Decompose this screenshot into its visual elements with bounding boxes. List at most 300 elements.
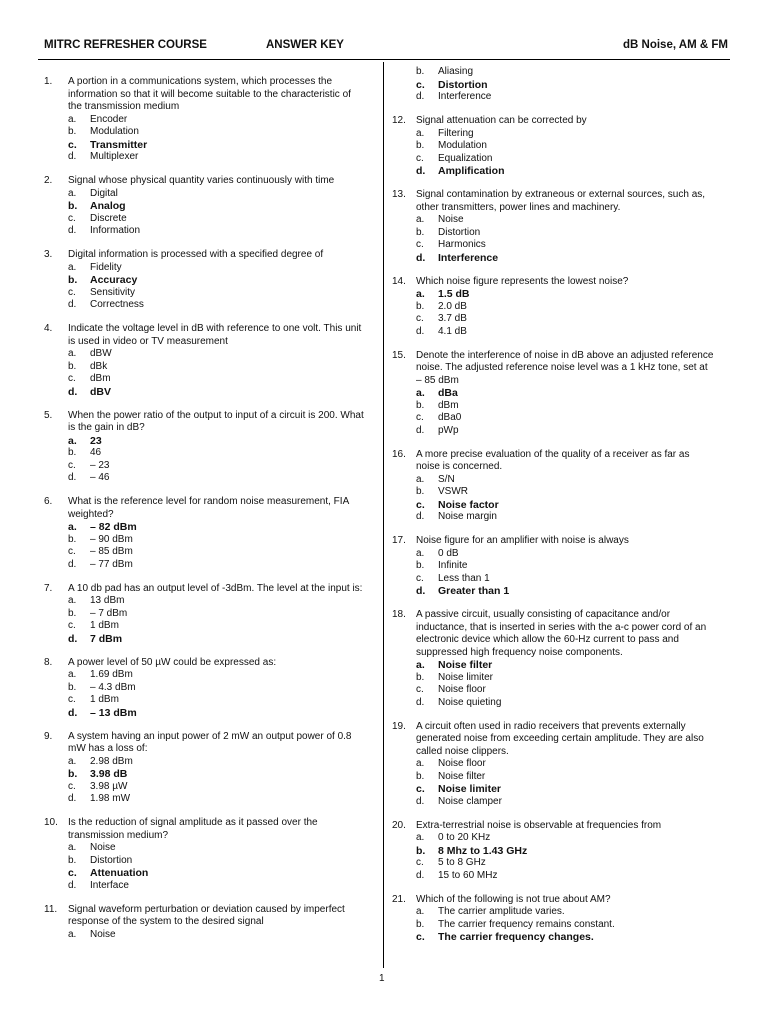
- question-text: What is the reference level for random noise measurement, FIA weighted?: [68, 496, 349, 520]
- option: [392, 672, 714, 685]
- option-letter: c.: [68, 620, 76, 631]
- option-letter: d.: [68, 472, 77, 483]
- option-text: 5 to 8 GHz: [438, 857, 486, 868]
- option-letter: c.: [68, 138, 77, 151]
- option-letter: b.: [68, 681, 77, 693]
- option-text: 2.0 dB: [438, 300, 467, 312]
- option-letter: d.: [68, 632, 78, 645]
- option-letter: c.: [68, 867, 77, 879]
- answer-option: [392, 499, 714, 512]
- option-text: Noise filter: [438, 770, 486, 782]
- question-text: A system having an input power of 2 mW an output power of 0.8 mW has a loss of:: [68, 730, 352, 754]
- question-text: Denote the interference of noise in dB above an adjusted reference noise. The adjusted reference noise level was a 1 kHz tone, set at – 85 dBm: [416, 349, 714, 386]
- question-item: [392, 350, 714, 438]
- option: [392, 758, 714, 771]
- option: [44, 608, 364, 621]
- option: [392, 857, 714, 870]
- answer-option: [44, 139, 364, 152]
- option: [392, 474, 714, 487]
- question-item: [392, 189, 714, 264]
- option: [44, 472, 364, 485]
- option: [392, 91, 714, 104]
- question-stem: [44, 76, 364, 114]
- question-number: 12.: [392, 115, 406, 126]
- right-column: [392, 66, 714, 955]
- option-letter: c.: [416, 684, 424, 695]
- option-letter: c.: [68, 286, 76, 298]
- option-letter: b.: [416, 671, 425, 683]
- option-letter: b.: [416, 770, 425, 782]
- option-letter: a.: [68, 348, 77, 359]
- option-letter: c.: [416, 313, 424, 324]
- option-text: Greater than 1: [438, 585, 510, 597]
- option-text: Accuracy: [90, 274, 138, 286]
- option-text: 23: [90, 434, 102, 447]
- option-text: Filtering: [438, 127, 474, 139]
- option: [44, 595, 364, 608]
- option-text: 13 dBm: [90, 595, 125, 606]
- option-text: Digital: [90, 187, 118, 199]
- answer-option: [392, 845, 714, 858]
- option-text: – 90 dBm: [90, 533, 133, 545]
- answer-option: [392, 659, 714, 672]
- option-letter: b.: [416, 399, 425, 411]
- option: [44, 669, 364, 682]
- option-letter: d.: [68, 706, 78, 719]
- option: [392, 697, 714, 710]
- option-letter: b.: [68, 607, 77, 619]
- question-item: [392, 820, 714, 883]
- option: [44, 262, 364, 275]
- option: [392, 870, 714, 883]
- option-letter: d.: [416, 869, 425, 881]
- option-text: Noise factor: [438, 498, 499, 511]
- option-text: Interface: [90, 879, 129, 891]
- option: [392, 214, 714, 227]
- option-text: The carrier frequency remains constant.: [438, 918, 615, 930]
- option: [44, 188, 364, 201]
- option-letter: b.: [416, 486, 425, 497]
- option-letter: a.: [416, 547, 425, 559]
- answer-option: [392, 79, 714, 92]
- option-letter: d.: [68, 225, 77, 236]
- option-letter: b.: [416, 844, 426, 857]
- option-text: VSWR: [438, 486, 468, 497]
- option-letter: b.: [416, 140, 425, 151]
- course-name: MITRC REFRESHER COURSE: [44, 39, 207, 51]
- question-number: 21.: [392, 893, 406, 905]
- question-stem: [392, 350, 714, 388]
- option: [44, 225, 364, 238]
- option-letter: a.: [416, 387, 425, 399]
- option-text: Noise filter: [438, 659, 493, 671]
- option-text: 15 to 60 MHz: [438, 869, 498, 881]
- question-item: [392, 609, 714, 709]
- option: [392, 511, 714, 524]
- option-text: Interference: [438, 91, 492, 102]
- question-text: Signal waveform perturbation or deviation caused by imperfect response of the system to the desired signal: [68, 903, 345, 927]
- option: [392, 906, 714, 919]
- option: [44, 793, 364, 806]
- option-letter: b.: [68, 768, 78, 780]
- option: [392, 486, 714, 499]
- option-letter: d.: [68, 793, 77, 804]
- option: [44, 348, 364, 361]
- option-text: – 7 dBm: [90, 607, 128, 619]
- option: [392, 128, 714, 141]
- option: [44, 151, 364, 164]
- question-number: 10.: [44, 817, 58, 828]
- option-text: Sensitivity: [90, 286, 136, 298]
- option-letter: d.: [416, 91, 425, 102]
- header-rule: [38, 59, 730, 60]
- option: [44, 855, 364, 868]
- question-item: [44, 657, 364, 720]
- question-number: 15.: [392, 349, 406, 361]
- option-letter: b.: [416, 226, 425, 238]
- option-letter: d.: [416, 424, 425, 436]
- option-text: Infinite: [438, 560, 468, 571]
- question-text: When the power ratio of the output to input of a circuit is 200. What is the gain in dB?: [68, 409, 364, 433]
- question-text: A more precise evaluation of the quality of a receiver as far as noise is concerned.: [416, 448, 690, 472]
- option: [44, 361, 364, 374]
- question-stem: [44, 817, 364, 842]
- option-letter: a.: [416, 288, 425, 300]
- option-text: 46: [90, 447, 102, 458]
- option-text: 2.98 dBm: [90, 755, 133, 767]
- option-text: Multiplexer: [90, 151, 139, 162]
- option-text: – 23: [90, 459, 110, 471]
- option-letter: b.: [68, 126, 77, 137]
- option-text: Modulation: [90, 126, 139, 137]
- answer-option: [44, 768, 364, 781]
- option: [392, 548, 714, 561]
- option-text: Noise: [90, 928, 116, 940]
- option-text: Correctness: [90, 299, 144, 310]
- option-letter: c.: [68, 459, 76, 471]
- option-text: Equalization: [438, 152, 493, 164]
- option-letter: c.: [416, 78, 425, 91]
- answer-option: [392, 931, 714, 944]
- question-item: [44, 817, 364, 892]
- option-letter: a.: [416, 832, 425, 843]
- answer-option: [392, 288, 714, 301]
- option-letter: b.: [68, 854, 77, 866]
- option-text: 1 dBm: [90, 694, 119, 705]
- question-stem: [44, 323, 364, 348]
- page-number: 1: [379, 973, 385, 984]
- option: [44, 559, 364, 572]
- option-text: Distortion: [90, 854, 133, 866]
- option-text: dBV: [90, 385, 111, 398]
- option-letter: a.: [68, 669, 77, 680]
- question-stem: [392, 189, 714, 214]
- option-text: The carrier frequency changes.: [438, 931, 594, 943]
- option-text: dBk: [90, 360, 108, 372]
- answer-option: [44, 274, 364, 287]
- option-letter: a.: [68, 842, 77, 853]
- option-letter: d.: [68, 558, 77, 570]
- answer-option: [44, 633, 364, 646]
- question-text: Which noise figure represents the lowest noise?: [416, 275, 629, 287]
- answer-option: [44, 867, 364, 880]
- question-item: [44, 583, 364, 646]
- option-letter: d.: [68, 151, 77, 162]
- question-stem: [44, 496, 364, 521]
- option-text: Harmonics: [438, 239, 486, 250]
- option-text: The carrier amplitude varies.: [438, 906, 565, 917]
- question-number: 7.: [44, 582, 53, 594]
- option-text: 3.7 dB: [438, 313, 467, 324]
- option-text: 3.98 dB: [90, 768, 128, 780]
- question-stem: [44, 731, 364, 756]
- answer-option: [44, 521, 364, 534]
- question-text: Signal attenuation can be corrected by: [416, 115, 587, 126]
- option-text: 0 to 20 KHz: [438, 832, 491, 843]
- option-text: 7 dBm: [90, 632, 123, 645]
- option-letter: d.: [416, 325, 425, 337]
- question-number: 2.: [44, 175, 53, 186]
- option-letter: d.: [416, 696, 425, 708]
- question-number: 17.: [392, 535, 406, 546]
- option-text: Information: [90, 225, 141, 236]
- option-letter: c.: [416, 412, 424, 423]
- question-text: Which of the following is not true about AM?: [416, 893, 611, 905]
- option-letter: a.: [68, 928, 77, 940]
- option-letter: c.: [68, 546, 76, 557]
- option-letter: d.: [416, 585, 426, 597]
- question-number: 4.: [44, 323, 53, 334]
- option-letter: c.: [68, 780, 76, 792]
- question-stem: [392, 276, 714, 289]
- option: [44, 126, 364, 139]
- question-stem: [392, 115, 714, 128]
- option-text: Attenuation: [90, 867, 149, 879]
- option-letter: c.: [68, 694, 76, 705]
- question-stem: [44, 249, 364, 262]
- question-number: 8.: [44, 656, 53, 668]
- option: [44, 756, 364, 769]
- question-number: 19.: [392, 720, 406, 732]
- question-item: [392, 721, 714, 809]
- question-item: [44, 731, 364, 806]
- question-number: 6.: [44, 496, 53, 507]
- option-letter: a.: [68, 261, 77, 273]
- option-text: Modulation: [438, 140, 487, 151]
- question-stem: [44, 904, 364, 929]
- option-letter: a.: [68, 521, 77, 533]
- option-letter: b.: [68, 447, 77, 458]
- question-text: A 10 db pad has an output level of -3dBm. The level at the input is:: [68, 582, 363, 594]
- option-letter: d.: [416, 165, 426, 177]
- answer-option: [392, 783, 714, 796]
- option-letter: a.: [68, 755, 77, 767]
- option-text: 1.5 dB: [438, 288, 470, 300]
- option: [392, 326, 714, 339]
- question-item: [44, 323, 364, 398]
- option-letter: c.: [416, 239, 424, 250]
- question-stem: [44, 657, 364, 670]
- question-number: 18.: [392, 609, 406, 620]
- option-text: 1 dBm: [90, 620, 119, 631]
- question-number: 3.: [44, 249, 53, 260]
- option: [392, 239, 714, 252]
- option-letter: d.: [416, 251, 426, 264]
- option: [44, 929, 364, 942]
- option-text: Distortion: [438, 226, 481, 238]
- option-text: dBa0: [438, 412, 462, 423]
- option-text: dBa: [438, 387, 458, 399]
- option-text: Analog: [90, 200, 126, 212]
- option-text: Noise quieting: [438, 696, 502, 708]
- option-text: – 4.3 dBm: [90, 681, 136, 693]
- option-text: Noise floor: [438, 758, 486, 769]
- option-text: Encoder: [90, 113, 128, 125]
- option-text: Fidelity: [90, 261, 122, 273]
- question-item: [392, 276, 714, 339]
- option-text: Aliasing: [438, 66, 474, 77]
- option-text: – 82 dBm: [90, 521, 137, 533]
- question-text: A passive circuit, usually consisting of capacitance and/or inductance, that is inserted in series with the a-c power cord of an electronic device which allow the 60-Hz current to pass and suppressed high frequency noise components.: [416, 609, 707, 658]
- option: [44, 842, 364, 855]
- option: [44, 781, 364, 794]
- option-text: – 46: [90, 472, 110, 483]
- option-text: Noise limiter: [438, 783, 502, 795]
- option-text: – 13 dBm: [90, 706, 137, 719]
- option-letter: a.: [416, 758, 425, 769]
- option-text: Noise: [90, 842, 116, 853]
- option-letter: c.: [416, 152, 424, 164]
- question-text: A power level of 50 µW could be expressed as:: [68, 656, 277, 668]
- option: [392, 771, 714, 784]
- question-item: [44, 496, 364, 571]
- option-letter: b.: [416, 560, 425, 571]
- option-text: 1.69 dBm: [90, 669, 133, 680]
- option: [392, 560, 714, 573]
- option-text: 1.98 mW: [90, 793, 131, 804]
- option-letter: a.: [416, 127, 425, 139]
- topic-title: dB Noise, AM & FM: [623, 39, 728, 51]
- option-text: Noise floor: [438, 684, 486, 695]
- option: [392, 227, 714, 240]
- question-number: 16.: [392, 448, 406, 460]
- option: [392, 573, 714, 586]
- continued-options: [392, 66, 714, 104]
- option-letter: c.: [68, 373, 76, 384]
- question-item: [392, 894, 714, 944]
- option: [44, 287, 364, 300]
- option: [392, 66, 714, 79]
- question-number: 14.: [392, 275, 406, 287]
- question-text: A circuit often used in radio receivers that prevents externally generated noise from exceeding certain amplitude. They are also called noise clippers.: [416, 720, 704, 757]
- question-stem: [392, 535, 714, 548]
- option-text: dBm: [438, 399, 459, 411]
- question-number: 1.: [44, 76, 53, 87]
- answer-option: [44, 200, 364, 213]
- option-letter: a.: [416, 473, 425, 485]
- option-letter: b.: [68, 533, 77, 545]
- option: [44, 460, 364, 473]
- option: [44, 213, 364, 226]
- option: [392, 400, 714, 413]
- option: [44, 694, 364, 707]
- question-number: 9.: [44, 730, 53, 742]
- option-letter: b.: [68, 360, 77, 372]
- option-letter: a.: [68, 434, 77, 447]
- option-letter: b.: [416, 918, 425, 930]
- answer-option: [392, 252, 714, 265]
- option-text: Noise limiter: [438, 671, 494, 683]
- option-text: – 77 dBm: [90, 558, 133, 570]
- option-letter: a.: [416, 659, 425, 671]
- option: [392, 796, 714, 809]
- option-letter: a.: [416, 906, 425, 917]
- question-text: Signal whose physical quantity varies continuously with time: [68, 175, 335, 186]
- answer-option: [392, 585, 714, 598]
- option-text: 3.98 µW: [90, 780, 128, 792]
- option-text: S/N: [438, 473, 455, 485]
- answer-option: [392, 387, 714, 400]
- option: [44, 114, 364, 127]
- option-text: Amplification: [438, 165, 505, 177]
- question-item: [44, 904, 364, 942]
- question-item: [44, 76, 364, 164]
- option-text: Noise margin: [438, 511, 497, 522]
- option: [392, 425, 714, 438]
- question-stem: [392, 820, 714, 833]
- option-text: 8 Mhz to 1.43 GHz: [438, 844, 528, 857]
- option-letter: a.: [416, 214, 425, 225]
- question-stem: [392, 721, 714, 759]
- answer-option: [44, 435, 364, 448]
- option-letter: a.: [68, 187, 77, 199]
- option-letter: d.: [68, 299, 77, 310]
- option-letter: b.: [68, 274, 78, 286]
- option-text: 0 dB: [438, 547, 459, 559]
- question-item: [392, 115, 714, 178]
- option-text: Noise: [438, 214, 464, 225]
- question-text: Extra-terrestrial noise is observable at frequencies from: [416, 819, 662, 831]
- answer-option: [44, 386, 364, 399]
- question-stem: [392, 609, 714, 659]
- option-text: Interference: [438, 251, 499, 264]
- option-letter: d.: [68, 385, 78, 398]
- question-number: 11.: [44, 903, 58, 915]
- question-item: [44, 410, 364, 485]
- option-letter: d.: [416, 795, 425, 807]
- column-divider: [383, 62, 384, 968]
- question-text: A portion in a communications system, which processes the information so that it will become suitable to the characteristic of the transmission medium: [68, 76, 351, 112]
- option-text: Transmitter: [90, 138, 148, 151]
- option-letter: d.: [416, 511, 425, 522]
- page-header: [44, 39, 728, 55]
- question-text: Digital information is processed with a specified degree of: [68, 249, 324, 260]
- option-letter: b.: [68, 200, 78, 212]
- question-stem: [44, 175, 364, 188]
- option-letter: c.: [416, 857, 424, 868]
- option-text: pWp: [438, 424, 459, 436]
- option-text: dBm: [90, 373, 111, 384]
- option-text: – 85 dBm: [90, 546, 133, 557]
- option-letter: c.: [416, 783, 425, 795]
- option: [392, 153, 714, 166]
- option-text: Less than 1: [438, 572, 490, 584]
- option-letter: a.: [68, 113, 77, 125]
- question-text: Noise figure for an amplifier with noise is always: [416, 535, 629, 546]
- question-text: Signal contamination by extraneous or external sources, such as, other transmitters, power lines and machinery.: [416, 189, 706, 213]
- option: [44, 373, 364, 386]
- question-stem: [392, 894, 714, 907]
